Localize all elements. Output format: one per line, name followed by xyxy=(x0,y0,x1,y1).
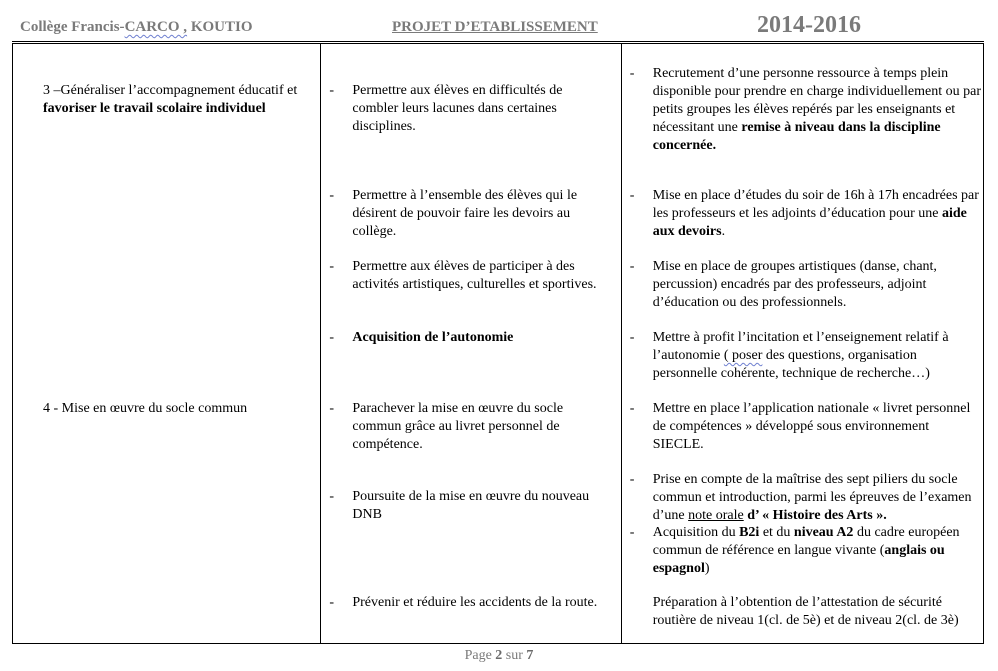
project-table xyxy=(12,41,984,644)
page-total: 7 xyxy=(526,648,534,663)
objective-item: - Permettre aux élèves en difficultés de combler leurs lacunes dans certaines disciplines. xyxy=(329,83,563,134)
objective-item: - Acquisition de l’autonomie xyxy=(329,330,514,345)
action-item: - Mettre en place l’application nationale « livret personnel de compétences » développé sous environnement SIECLE. xyxy=(629,401,971,452)
spellcheck-underline: CARCO , xyxy=(124,19,188,35)
period-label: 2014-2016 xyxy=(757,12,861,38)
page-current: 2 xyxy=(495,648,503,663)
axis-4: 4 - Mise en œuvre du socle commun xyxy=(43,401,248,416)
spellcheck-underline: ( poser xyxy=(723,348,763,363)
document-title: PROJET D’ETABLISSEMENT xyxy=(392,19,598,35)
actions-column xyxy=(621,43,983,644)
action-item: - Mise en place d’études du soir de 16h à 17h encadrées par les professeurs et les adjoints d’éducation pour une aide aux devoirs. xyxy=(629,188,979,239)
action-item: - Mise en place de groupes artistiques (danse, chant, percussion) encadrés par des professeurs, adjoint d’éducation ou des professionnels. xyxy=(629,259,937,310)
action-item: - Prise en compte de la maîtrise des sept piliers du socle commun et introduction, parmi les épreuves de l’examen d’une note orale d’ « Histoire des Arts ». xyxy=(629,472,972,523)
axis-3: 3 –Généraliser l’accompagnement éducatif et favoriser le travail scolaire individuel xyxy=(43,83,298,116)
action-item: - Recrutement d’une personne ressource à temps plein disponible pour prendre en charge individuellement ou par petits groupes les élèves repérés par les enseignants et nécessitant une remise à niveau dans la discipline concernée. xyxy=(629,66,981,153)
page-footer: Page 2 sur 7 xyxy=(464,648,534,663)
objective-item: - Prévenir et réduire les accidents de la route. xyxy=(329,595,598,610)
objective-item: - Permettre aux élèves de participer à des activités artistiques, culturelles et sportives. xyxy=(329,259,597,292)
action-item: Préparation à l’obtention de l’attestation de sécurité routière de niveau 1(cl. de 5è) et de niveau 2(cl. de 3è) xyxy=(652,595,959,628)
school-name: Collège Francis-CARCO , KOUTIO xyxy=(20,19,253,35)
action-item: - Mettre à profit l’incitation et l’enseignement relatif à l’autonomie ( poser des questions, organisation personnelle cohérente, technique de recherche…) xyxy=(629,330,949,381)
objective-item: - Parachever la mise en œuvre du socle commun grâce au livret personnel de compétence. xyxy=(329,401,564,452)
objectives-column xyxy=(321,43,621,644)
objective-item: - Poursuite de la mise en œuvre du nouveau DNB xyxy=(329,489,590,522)
axis-column xyxy=(13,43,321,644)
objective-item: - Permettre à l’ensemble des élèves qui le désirent de pouvoir faire les devoirs au collège. xyxy=(329,188,578,239)
page-header xyxy=(0,0,998,40)
action-item: - Acquisition du B2i et du niveau A2 du cadre européen commun de référence en langue vivante (anglais ou espagnol) xyxy=(629,525,960,576)
